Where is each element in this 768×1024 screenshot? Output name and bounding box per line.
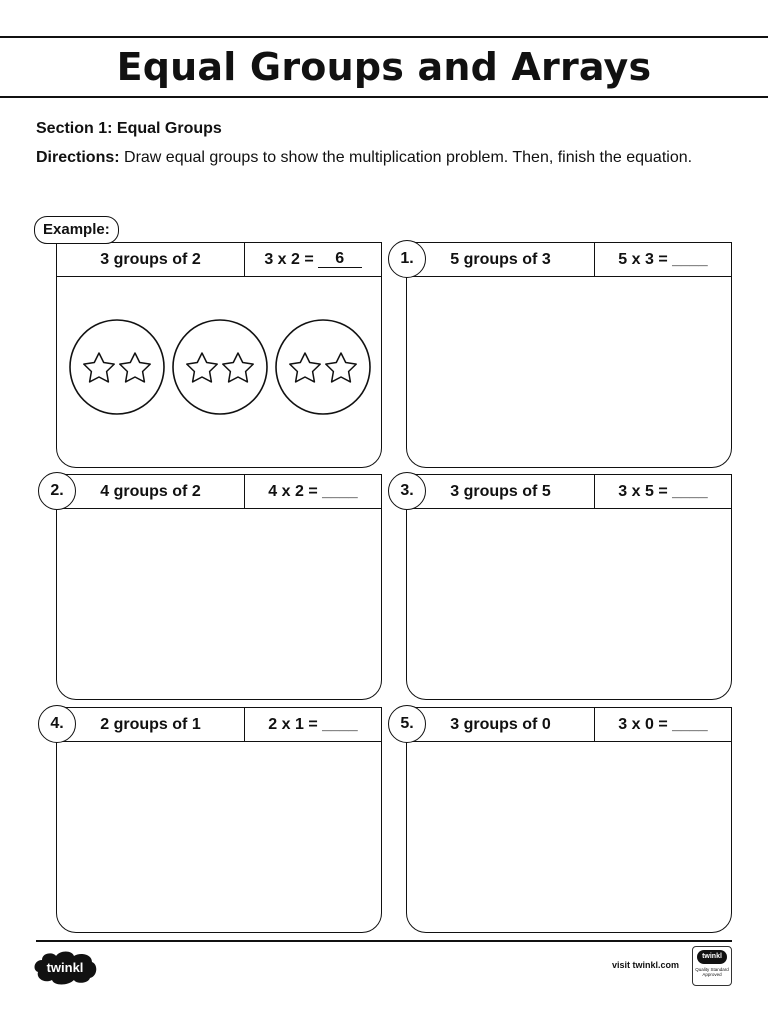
problem-3-equation[interactable]: 3 x 5 = ____ [618, 482, 708, 500]
example-equation-text: 3 x 2 = [264, 250, 314, 268]
problem-5-equation[interactable]: 3 x 0 = ____ [618, 715, 708, 733]
problem-3-groups-text: 3 groups of 5 [407, 475, 595, 508]
twinkl-logo[interactable] [34, 950, 98, 986]
problem-4-groups-text: 2 groups of 1 [57, 708, 245, 741]
badge-logo-text: twinkl [702, 953, 722, 960]
directions-text: Draw equal groups to show the multiplication problem. Then, finish the equation. [119, 149, 693, 166]
badge-text: Quality Standard Approved [695, 967, 729, 977]
example-header [57, 243, 381, 277]
example-equation [245, 251, 381, 269]
problem-2-groups-text: 4 groups of 2 [57, 475, 245, 508]
problem-2-number: 2. [38, 472, 76, 510]
problem-3-header [407, 475, 731, 509]
group-circle [173, 320, 267, 414]
problem-3-number: 3. [388, 472, 426, 510]
directions-label: Directions: [36, 149, 120, 166]
badge-twinkl-logo [697, 950, 727, 964]
example-groups-text: 3 groups of 2 [57, 243, 245, 276]
problem-5-groups-text: 3 groups of 0 [407, 708, 595, 741]
problem-1-equation[interactable]: 5 x 3 = ____ [618, 250, 708, 268]
title-bar [0, 36, 768, 98]
example-tag: Example: [34, 216, 119, 244]
twinkl-logo-text: twinkl [46, 960, 84, 975]
example-groups-drawing [69, 317, 371, 417]
problem-5-box[interactable] [406, 707, 732, 933]
problem-5-header [407, 708, 731, 742]
problem-2-header [57, 475, 381, 509]
group-circle [276, 320, 370, 414]
problem-1-box[interactable] [406, 242, 732, 468]
problem-1-groups-text: 5 groups of 3 [407, 243, 595, 276]
example-box [56, 242, 382, 468]
problem-4-number: 4. [38, 705, 76, 743]
section-title: Section 1: Equal Groups [36, 120, 222, 137]
problem-4-equation[interactable]: 2 x 1 = ____ [268, 715, 358, 733]
page-title: Equal Groups and Arrays [116, 45, 652, 89]
problem-4-header [57, 708, 381, 742]
group-circle [70, 320, 164, 414]
problem-5-number: 5. [388, 705, 426, 743]
problem-4-box[interactable] [56, 707, 382, 933]
directions [36, 148, 696, 168]
example-answer: 6 [318, 251, 362, 268]
visit-link[interactable]: visit twinkl.com [612, 960, 680, 970]
problem-2-equation[interactable]: 4 x 2 = ____ [268, 482, 358, 500]
problem-2-box[interactable] [56, 474, 382, 700]
footer-divider [36, 940, 732, 942]
quality-badge [692, 946, 732, 986]
problem-1-number: 1. [388, 240, 426, 278]
problem-3-box[interactable] [406, 474, 732, 700]
problem-1-header [407, 243, 731, 277]
